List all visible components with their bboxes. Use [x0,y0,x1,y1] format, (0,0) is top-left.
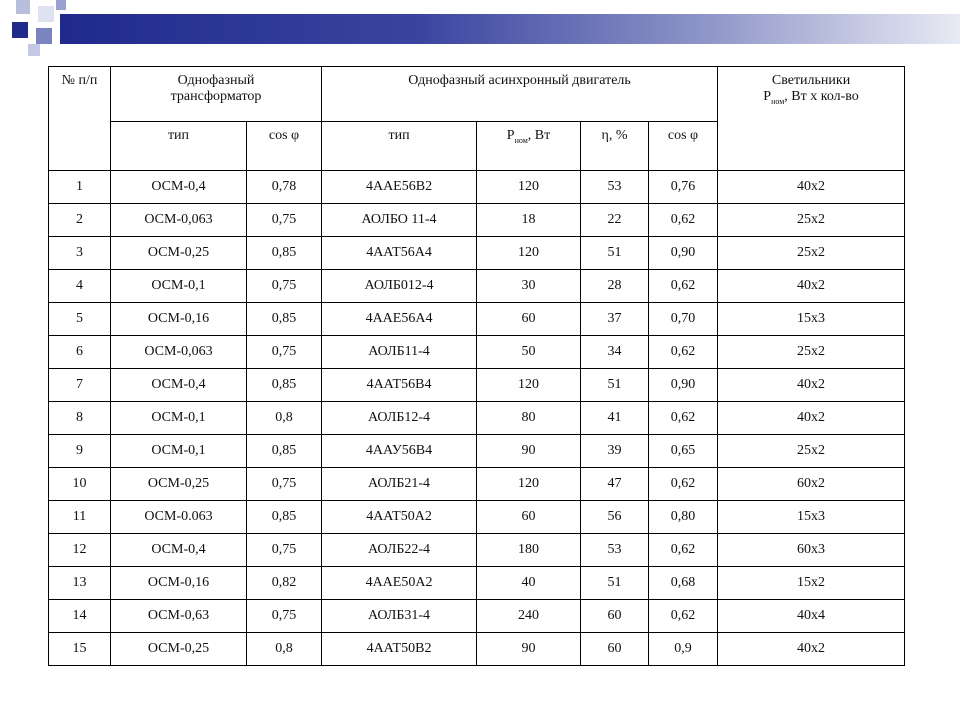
lamps: 60х2 [718,468,905,501]
row-number: 12 [49,534,111,567]
motor-power: 60 [477,303,581,336]
transformer-type: ОСМ-0,1 [111,270,247,303]
decor-square [56,0,66,10]
data-table [48,66,905,666]
lamps: 25х2 [718,435,905,468]
lamps: 60х3 [718,534,905,567]
lamps: 25х2 [718,336,905,369]
header-lamps-line2: , Вт х кол-во [784,89,859,104]
transformer-cos: 0,85 [247,237,322,270]
header-motor-power [477,122,581,171]
motor-power: 50 [477,336,581,369]
table-row [49,270,905,303]
motor-power: 180 [477,534,581,567]
transformer-cos: 0,75 [247,204,322,237]
row-number: 7 [49,369,111,402]
header-lamps-p-sub: ном [771,96,785,106]
motor-power: 120 [477,237,581,270]
transformer-type: ОСМ-0,16 [111,303,247,336]
motor-type: 4ААУ56В4 [322,435,477,468]
transformer-type: ОСМ-0,25 [111,633,247,666]
transformer-cos: 0,75 [247,270,322,303]
decor-square [38,6,54,22]
transformer-cos: 0,8 [247,633,322,666]
header-motor-power-p: P [506,128,515,143]
table-row [49,237,905,270]
transformer-cos: 0,75 [247,534,322,567]
motor-type: АОЛБО 11-4 [322,204,477,237]
motor-type: АОЛБ012-4 [322,270,477,303]
header-row-1 [49,67,905,122]
table-row [49,336,905,369]
motor-power: 60 [477,501,581,534]
motor-efficiency: 34 [581,336,649,369]
motor-efficiency: 47 [581,468,649,501]
transformer-cos: 0,82 [247,567,322,600]
transformer-cos: 0,85 [247,501,322,534]
motor-cos: 0,9 [649,633,718,666]
motor-cos: 0,80 [649,501,718,534]
motor-efficiency: 41 [581,402,649,435]
header-motor-cos: cos φ [649,122,718,171]
motor-cos: 0,68 [649,567,718,600]
motor-efficiency: 22 [581,204,649,237]
header-lamps-p: P [763,89,772,104]
row-number: 3 [49,237,111,270]
transformer-cos: 0,75 [247,600,322,633]
motor-efficiency: 51 [581,237,649,270]
row-number: 10 [49,468,111,501]
motor-cos: 0,62 [649,270,718,303]
motor-efficiency: 37 [581,303,649,336]
lamps: 25х2 [718,237,905,270]
header-motor-power-sub: ном [514,135,528,145]
table-row [49,633,905,666]
decor-square [36,28,52,44]
table-row [49,468,905,501]
motor-cos: 0,62 [649,336,718,369]
table-row [49,402,905,435]
decor-square [16,0,30,14]
lamps: 15х2 [718,567,905,600]
row-number: 6 [49,336,111,369]
transformer-cos: 0,85 [247,435,322,468]
motor-type: 4ААТ56В4 [322,369,477,402]
row-number: 8 [49,402,111,435]
header-number: № п/п [49,67,111,171]
table-row [49,600,905,633]
transformer-type: ОСМ-0.063 [111,501,247,534]
motor-type: 4ААТ56А4 [322,237,477,270]
header-transformer [111,67,322,122]
header-lamps-line1: Светильники [771,73,851,88]
motor-cos: 0,62 [649,402,718,435]
row-number: 11 [49,501,111,534]
lamps: 40х2 [718,402,905,435]
motor-efficiency: 39 [581,435,649,468]
table-row [49,303,905,336]
header-transformer-line1: Однофазный [177,73,255,88]
motor-cos: 0,62 [649,468,718,501]
transformer-cos: 0,75 [247,468,322,501]
motor-cos: 0,70 [649,303,718,336]
transformer-cos: 0,78 [247,171,322,204]
transformer-cos: 0,8 [247,402,322,435]
header-motor-efficiency: η, % [581,122,649,171]
motor-type: 4ААТ50В2 [322,633,477,666]
motor-type: 4ААЕ50А2 [322,567,477,600]
row-number: 13 [49,567,111,600]
motor-power: 18 [477,204,581,237]
motor-type: 4ААТ50А2 [322,501,477,534]
motor-type: АОЛБ11-4 [322,336,477,369]
motor-power: 40 [477,567,581,600]
lamps: 25х2 [718,204,905,237]
decor-square [28,44,40,56]
motor-power: 120 [477,468,581,501]
motor-cos: 0,62 [649,534,718,567]
lamps: 40х2 [718,633,905,666]
motor-type: АОЛБ21-4 [322,468,477,501]
table-row [49,534,905,567]
table-row [49,435,905,468]
row-number: 9 [49,435,111,468]
lamps: 15х3 [718,501,905,534]
motor-efficiency: 53 [581,534,649,567]
title-bar [60,14,960,44]
transformer-cos: 0,85 [247,303,322,336]
transformer-type: ОСМ-0,63 [111,600,247,633]
header-transformer-type: тип [111,122,247,171]
transformer-type: ОСМ-0,4 [111,171,247,204]
table-row [49,171,905,204]
motor-efficiency: 51 [581,369,649,402]
motor-type: АОЛБ22-4 [322,534,477,567]
transformer-cos: 0,85 [247,369,322,402]
transformer-type: ОСМ-0,4 [111,369,247,402]
lamps: 40х2 [718,270,905,303]
motor-type: АОЛБ12-4 [322,402,477,435]
row-number: 14 [49,600,111,633]
motor-cos: 0,76 [649,171,718,204]
lamps: 40х2 [718,369,905,402]
lamps: 40х4 [718,600,905,633]
transformer-type: ОСМ-0,4 [111,534,247,567]
motor-efficiency: 56 [581,501,649,534]
header-transformer-line2: трансформатор [170,89,262,104]
transformer-type: ОСМ-0,1 [111,402,247,435]
lamps: 40х2 [718,171,905,204]
row-number: 15 [49,633,111,666]
motor-power: 80 [477,402,581,435]
row-number: 2 [49,204,111,237]
motor-efficiency: 53 [581,171,649,204]
transformer-cos: 0,75 [247,336,322,369]
motor-cos: 0,65 [649,435,718,468]
motor-efficiency: 28 [581,270,649,303]
header-motor-type: тип [322,122,477,171]
motor-type: 4ААЕ56В2 [322,171,477,204]
lamps: 15х3 [718,303,905,336]
table-row [49,204,905,237]
row-number: 1 [49,171,111,204]
row-number: 5 [49,303,111,336]
motor-power: 30 [477,270,581,303]
header-lamps [718,67,905,171]
motor-efficiency: 51 [581,567,649,600]
motor-cos: 0,62 [649,600,718,633]
motor-power: 240 [477,600,581,633]
header-motor-power-unit: , Вт [527,128,551,143]
table-row [49,369,905,402]
motor-power: 90 [477,435,581,468]
transformer-type: ОСМ-0,16 [111,567,247,600]
table-row [49,567,905,600]
motor-power: 120 [477,369,581,402]
motor-cos: 0,90 [649,369,718,402]
motor-power: 90 [477,633,581,666]
motor-efficiency: 60 [581,600,649,633]
motor-type: АОЛБ31-4 [322,600,477,633]
transformer-type: ОСМ-0,1 [111,435,247,468]
row-number: 4 [49,270,111,303]
transformer-type: ОСМ-0,25 [111,468,247,501]
decor-square [12,22,28,38]
header-motor: Однофазный асинхронный двигатель [322,67,718,122]
motor-power: 120 [477,171,581,204]
table-row [49,501,905,534]
motor-efficiency: 60 [581,633,649,666]
header-transformer-cos: cos φ [247,122,322,171]
transformer-type: ОСМ-0,063 [111,204,247,237]
motor-cos: 0,90 [649,237,718,270]
transformer-type: ОСМ-0,25 [111,237,247,270]
motor-type: 4ААЕ56А4 [322,303,477,336]
transformer-type: ОСМ-0,063 [111,336,247,369]
motor-cos: 0,62 [649,204,718,237]
